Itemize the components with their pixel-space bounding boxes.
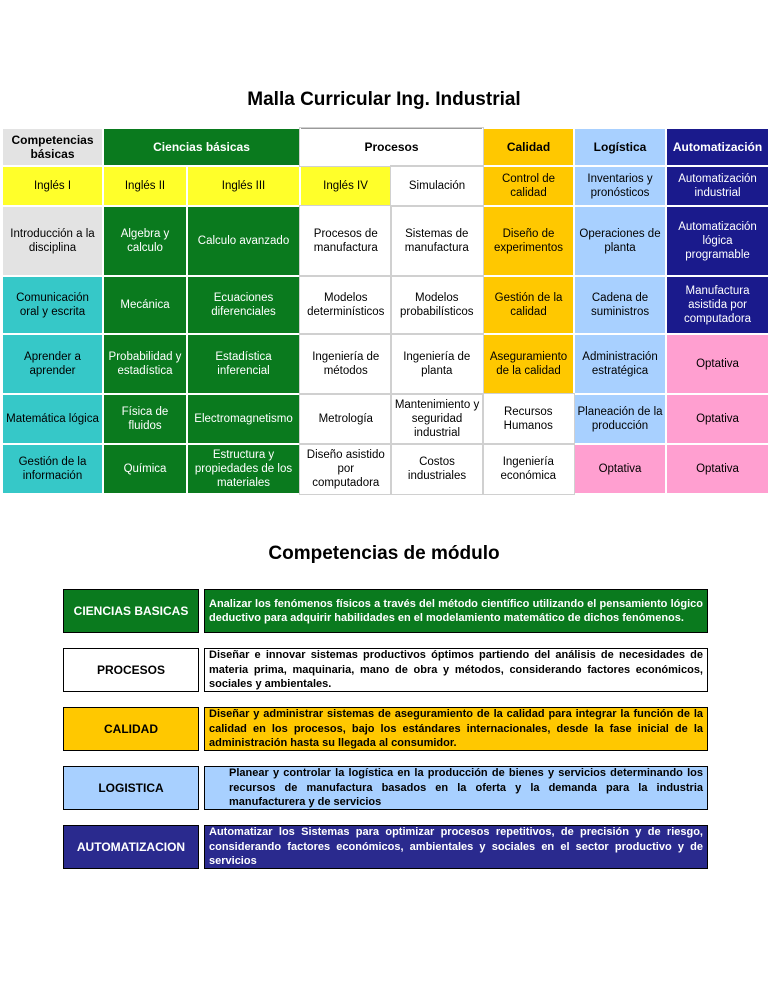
grid-cell: Modelos determinísticos xyxy=(300,276,391,334)
grid-cell: Calculo avanzado xyxy=(187,206,300,276)
module-label: CALIDAD xyxy=(63,707,199,751)
modules-title: Competencias de módulo xyxy=(268,543,500,564)
page-title: Malla Curricular Ing. Industrial xyxy=(247,89,521,110)
module-text: Diseñar y administrar sistemas de aseguramiento de la calidad para integrar la función de la calidad en los procesos, bajo los estándares internacionales, desde la fase inicial de la administración hasta su llegada al consumidor. xyxy=(204,707,708,751)
grid-cell: Optativa xyxy=(666,394,768,444)
grid-cell: Control de calidad xyxy=(483,166,574,206)
header-competencias-basicas: Competencias básicas xyxy=(2,128,103,166)
grid-cell: Gestión de la información xyxy=(2,444,103,494)
header-ciencias-basicas: Ciencias básicas xyxy=(103,128,300,166)
grid-cell: Cadena de suministros xyxy=(574,276,666,334)
module-calidad xyxy=(63,707,708,751)
grid-cell: Gestión de la calidad xyxy=(483,276,574,334)
module-logistica xyxy=(63,766,708,810)
grid-cell: Inglés II xyxy=(103,166,187,206)
grid-cell: Optativa xyxy=(666,444,768,494)
curriculum-grid xyxy=(1,127,768,495)
grid-cell: Inventarios y pronósticos xyxy=(574,166,666,206)
grid-cell: Electromagnetismo xyxy=(187,394,300,444)
grid-cell: Planeación de la producción xyxy=(574,394,666,444)
grid-cell: Modelos probabilísticos xyxy=(391,276,483,334)
grid-cell: Comunicación oral y escrita xyxy=(2,276,103,334)
grid-cell: Inglés III xyxy=(187,166,300,206)
grid-cell: Inglés IV xyxy=(300,166,391,206)
module-label: LOGISTICA xyxy=(63,766,199,810)
module-label: PROCESOS xyxy=(63,648,199,692)
grid-cell: Recursos Humanos xyxy=(483,394,574,444)
grid-cell: Operaciones de planta xyxy=(574,206,666,276)
module-text: Analizar los fenómenos físicos a través del método científico utilizando el pensamiento lógico deductivo para adquirir habilidades en el modelamiento matemático de dichos fenómenos. xyxy=(204,589,708,633)
module-label: AUTOMATIZACION xyxy=(63,825,199,869)
grid-cell: Manufactura asistida por computadora xyxy=(666,276,768,334)
grid-cell: Optativa xyxy=(574,444,666,494)
grid-cell: Física de fluidos xyxy=(103,394,187,444)
module-text: Diseñar e innovar sistemas productivos óptimos partiendo del análisis de necesidades de materia prima, maquinaria, mano de obra y métodos, considerando factores económicos, sociales y ambientales. xyxy=(204,648,708,692)
grid-cell: Simulación xyxy=(391,166,483,206)
grid-cell: Probabilidad y estadística xyxy=(103,334,187,394)
grid-cell: Costos industriales xyxy=(391,444,483,494)
module-automatizacion xyxy=(63,825,708,869)
grid-cell: Aprender a aprender xyxy=(2,334,103,394)
grid-cell: Algebra y calculo xyxy=(103,206,187,276)
grid-cell: Mecánica xyxy=(103,276,187,334)
grid-cell: Optativa xyxy=(666,334,768,394)
grid-cell: Aseguramiento de la calidad xyxy=(483,334,574,394)
module-ciencias-basicas xyxy=(63,589,708,633)
grid-cell: Ecuaciones diferenciales xyxy=(187,276,300,334)
grid-cell: Matemática lógica xyxy=(2,394,103,444)
grid-cell: Procesos de manufactura xyxy=(300,206,391,276)
grid-cell: Automatización industrial xyxy=(666,166,768,206)
module-text: Automatizar los Sistemas para optimizar procesos repetitivos, de precisión y de riesgo, considerando factores económicos, ambientales y sociales en el sector productivo y de servicios xyxy=(204,825,708,869)
grid-cell: Diseño de experimentos xyxy=(483,206,574,276)
grid-cell: Ingeniería de planta xyxy=(391,334,483,394)
module-procesos xyxy=(63,648,708,692)
grid-cell: Ingeniería económica xyxy=(483,444,574,494)
module-label: CIENCIAS BASICAS xyxy=(63,589,199,633)
header-logistica: Logística xyxy=(574,128,666,166)
grid-cell: Inglés I xyxy=(2,166,103,206)
header-procesos: Procesos xyxy=(300,128,483,166)
module-text: Planear y controlar la logística en la producción de bienes y servicios determinando los recursos de manufactura basados en la oferta y la demanda para la industria manufacturera y de servicios xyxy=(204,766,708,810)
grid-cell: Metrología xyxy=(300,394,391,444)
grid-cell: Sistemas de manufactura xyxy=(391,206,483,276)
grid-cell: Química xyxy=(103,444,187,494)
grid-cell: Diseño asistido por computadora xyxy=(300,444,391,494)
grid-cell: Automatización lógica programable xyxy=(666,206,768,276)
grid-cell: Ingeniería de métodos xyxy=(300,334,391,394)
header-automatizacion: Automatización xyxy=(666,128,768,166)
grid-cell: Introducción a la disciplina xyxy=(2,206,103,276)
grid-cell: Estadística inferencial xyxy=(187,334,300,394)
header-calidad: Calidad xyxy=(483,128,574,166)
grid-cell: Estructura y propiedades de los materiales xyxy=(187,444,300,494)
grid-cell: Administración estratégica xyxy=(574,334,666,394)
grid-cell: Mantenimiento y seguridad industrial xyxy=(391,394,483,444)
